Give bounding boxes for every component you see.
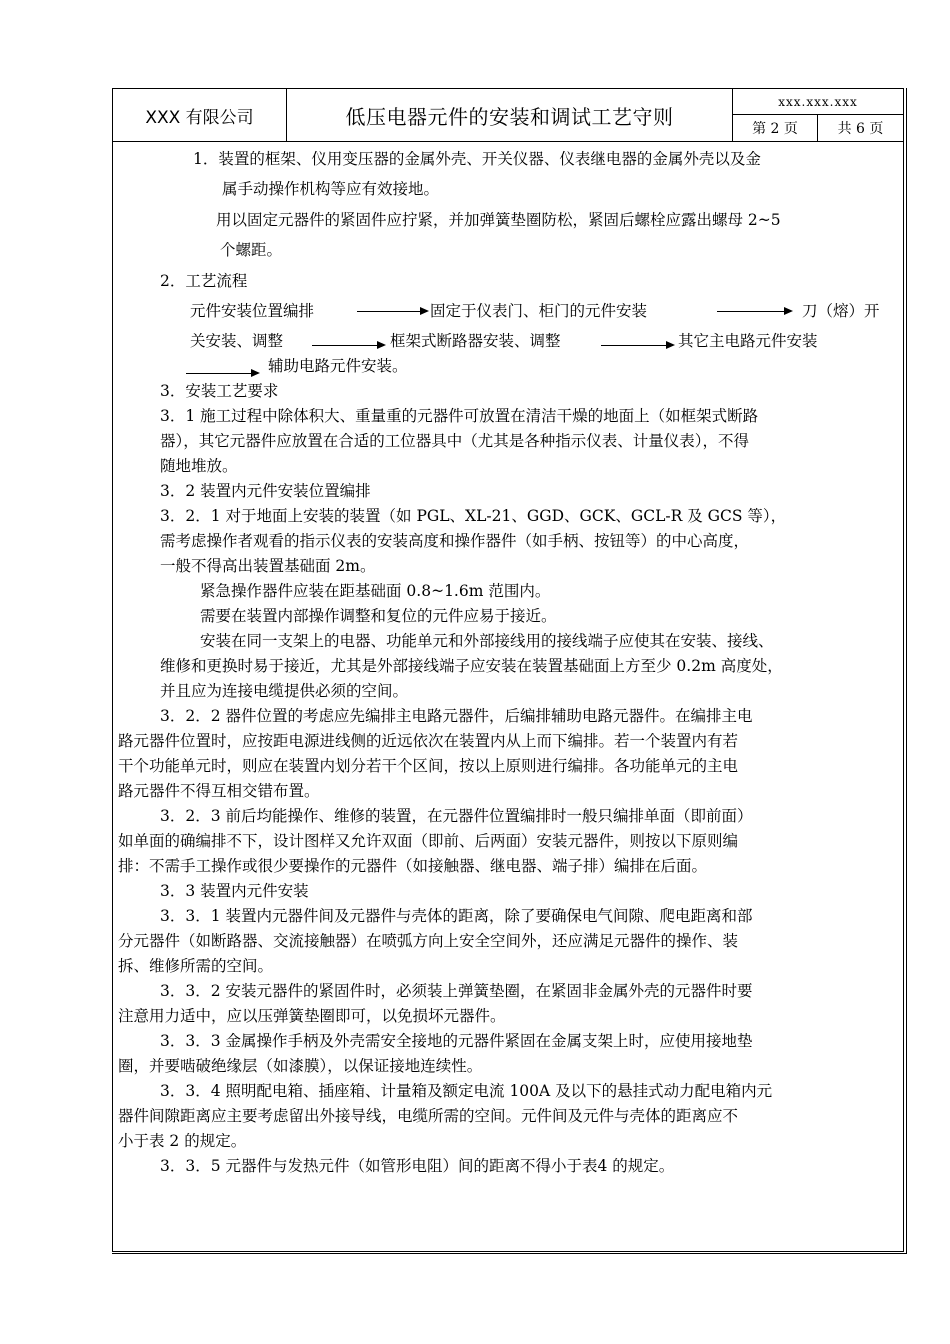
text-line: 需要在装置内部操作调整和复位的元件应易于接近。 — [200, 607, 557, 625]
flow-arrow-icon — [357, 311, 427, 312]
document-title: 低压电器元件的安装和调试工艺守则 — [287, 89, 733, 141]
section-heading: 3．安装工艺要求 — [160, 382, 279, 400]
page-number: 第 2 页 — [733, 115, 818, 141]
text-line: 路元器件不得互相交错布置。 — [118, 782, 320, 800]
text-line: 并且应为连接电缆提供必须的空间。 — [160, 682, 409, 700]
document-code: xxx.xxx.xxx — [733, 89, 903, 115]
text-line: 器），其它元器件应放置在合适的工位器具中（尤其是各种指示仪表、计量仪表），不得 — [160, 432, 750, 450]
text-line: 3．1 施工过程中除体积大、重量重的元器件可放置在清洁干燥的地面上（如框架式断路 — [160, 407, 759, 425]
text-line: 3．2．2 器件位置的考虑应先编排主电路元器件，后编排辅助电路元器件。在编排主电 — [160, 707, 753, 725]
text-line: 1．装置的框架、仪用变压器的金属外壳、开关仪器、仪表继电器的金属外壳以及金 — [193, 150, 761, 168]
flow-step: 固定于仪表门、柜门的元件安装 — [430, 302, 648, 320]
section-heading: 2．工艺流程 — [160, 272, 248, 290]
section-heading: 3．2 装置内元件安装位置编排 — [160, 482, 371, 500]
text-line: 3．3．2 安装元器件的紧固件时，必须装上弹簧垫圈，在紧固非金属外壳的元器件时要 — [160, 982, 753, 1000]
text-line: 分元器件（如断路器、交流接触器）在喷弧方向上安全空间外，还应满足元器件的操作、装 — [118, 932, 739, 950]
flow-arrow-icon — [312, 345, 384, 346]
text-line: 维修和更换时易于接近，尤其是外部接线端子应安装在装置基础面上方至少 0.2m 高度处， — [160, 657, 783, 675]
text-line: 属手动操作机构等应有效接地。 — [222, 180, 440, 198]
text-line: 小于表 2 的规定。 — [118, 1132, 247, 1150]
company-name: XXX 有限公司 — [113, 89, 287, 141]
text-line: 拆、维修所需的空间。 — [118, 957, 274, 975]
section-heading: 3．3 装置内元件安装 — [160, 882, 309, 900]
text-line: 圈，并要啮破绝缘层（如漆膜），以保证接地连续性。 — [118, 1057, 483, 1075]
text-line: 干个功能单元时，则应在装置内划分若干个区间，按以上原则进行编排。各功能单元的主电 — [118, 757, 739, 775]
flow-arrow-icon — [186, 373, 258, 374]
text-line: 紧急操作器件应装在距基础面 0.8~1.6m 范围内。 — [200, 582, 551, 600]
text-line: 器件间隙距离应主要考虑留出外接导线，电缆所需的空间。元件间及元件与壳体的距离应不 — [118, 1107, 739, 1125]
text-line: 3．3．3 金属操作手柄及外壳需安全接地的元器件紧固在金属支架上时，应使用接地垫 — [160, 1032, 753, 1050]
flow-step: 关安装、调整 — [190, 332, 284, 350]
frame-shadow-bottom — [112, 1251, 906, 1254]
text-line: 3．2．1 对于地面上安装的装置（如 PGL、XL-21、GGD、GCK、GCL-R 及 GCS 等）， — [160, 507, 787, 525]
page-total: 共 6 页 — [837, 121, 884, 137]
flow-step: 其它主电路元件安装 — [678, 332, 818, 350]
text-line: 排：不需手工操作或很少要操作的元器件（如接触器、继电器、端子排）编排在后面。 — [118, 857, 708, 875]
flow-step: 辅助电路元件安装。 — [268, 357, 408, 375]
text-line: 3．3．5 元器件与发热元件（如管形电阻）间的距离不得小于表4 的规定。 — [160, 1157, 675, 1175]
text-line: 需考虑操作者观看的指示仪表的安装高度和操作器件（如手柄、按钮等）的中心高度， — [160, 532, 750, 550]
text-line: 3．2．3 前后均能操作、维修的装置，在元器件位置编排时一般只编排单面（即前面） — [160, 807, 753, 825]
text-line: 路元器件位置时，应按距电源进线侧的近远依次在装置内从上而下编排。若一个装置内有若 — [118, 732, 739, 750]
text-line: 安装在同一支架上的电器、功能单元和外部接线用的接线端子应使其在安装、接线、 — [200, 632, 774, 650]
text-line: 3．3．1 装置内元器件间及元器件与壳体的距离，除了要确保电气间隙、爬电距离和部 — [160, 907, 753, 925]
flow-step: 元件安装位置编排 — [190, 302, 315, 320]
flow-step: 框架式断路器安装、调整 — [390, 332, 561, 350]
text-line: 随地堆放。 — [160, 457, 238, 475]
header-table — [113, 89, 903, 142]
text-line: 如单面的确编排不下，设计图样又允许双面（即前、后两面）安装元器件，则按以下原则编 — [118, 832, 739, 850]
frame-shadow-right — [903, 88, 907, 1254]
flow-step: 刀（熔）开 — [802, 302, 880, 320]
text-line: 3．3．4 照明配电箱、插座箱、计量箱及额定电流 100A 及以下的悬挂式动力配电箱内元 — [160, 1082, 773, 1100]
flow-arrow-icon — [717, 311, 791, 312]
text-line: 一般不得高出装置基础面 2m。 — [160, 557, 376, 575]
flow-arrow-icon — [601, 345, 673, 346]
text-line: 用以固定元器件的紧固件应拧紧，并加弹簧垫圈防松，紧固后螺栓应露出螺母 2~5 — [216, 211, 781, 229]
text-line: 注意用力适中，应以压弹簧垫圈即可，以免损坏元器件。 — [118, 1007, 506, 1025]
text-line: 个螺距。 — [220, 241, 283, 259]
